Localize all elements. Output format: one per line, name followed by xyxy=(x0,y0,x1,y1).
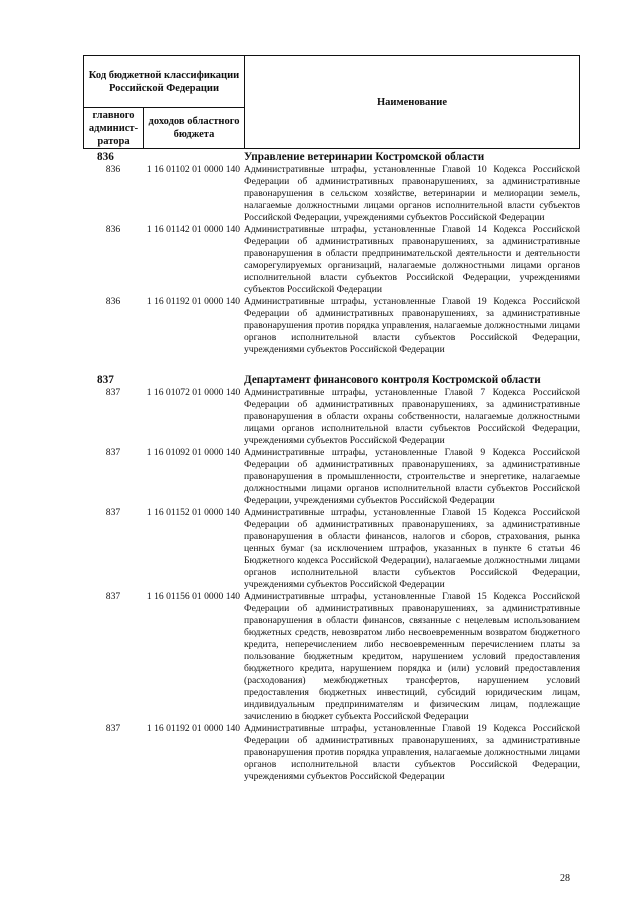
table-row xyxy=(83,507,580,591)
admin-code: 837 xyxy=(105,447,121,458)
income-column-header: доходов областного бюджета xyxy=(144,108,245,149)
table-body xyxy=(83,150,580,783)
row-description: Административные штрафы, установленные Главой 15 Кодекса Российской Федерации об административных правонарушениях, за административные правонарушения в области финансов, налогов и сборов, страхования, рынка ценных бумаг (за исключением штрафов, указанных в пункте 6 статьи 46 Бюджетного кодекса Российской Федерации), налагаемые должностными лицами органов исполнительной власти субъектов Российской Федерации, учреждениями субъектов Российской Федерации xyxy=(244,507,580,590)
table-row xyxy=(83,723,580,783)
row-description: Административные штрафы, установленные Главой 15 Кодекса Российской Федерации об административных правонарушениях, за административные правонарушения в области финансов, связанные с нецелевым использованием бюджетных средств, невозвратом либо несвоевременным возвратом бюджетного кредита, неперечислением либо несвоевременным перечислением платы за пользование бюджетным кредитом, нарушением условий предоставления бюджетного кредита, нарушением порядка и (или) условий предоставления (расходования) межбюджетных трансфертов, нарушением условий предоставления бюджетных инвестиций, субсидий юридическим лицам, индивидуальным предпринимателям и физическим лицам, подлежащие зачислению в бюджет субъекта Российской Федерации xyxy=(244,591,580,722)
table-row xyxy=(83,447,580,507)
code-group-header: Код бюджетной классификации Российской Федерации xyxy=(84,56,245,108)
admin-code: 837 xyxy=(105,507,121,518)
row-description: Административные штрафы, установленные Главой 10 Кодекса Российской Федерации об административных правонарушениях, за административные правонарушения в сельском хозяйстве, ветеринарии и мелиорации земель, налагаемые должностными лицами органов исполнительной власти субъектов Российской Федерации, учреждениями субъектов Российской Федерации xyxy=(244,164,580,223)
row-description: Административные штрафы, установленные Главой 19 Кодекса Российской Федерации об административных правонарушениях, за административные правонарушения против порядка управления, налагаемые должностными лицами органов исполнительной власти субъектов Российской Федерации, учреждениями субъектов Российской Федерации xyxy=(244,723,580,782)
budget-code: 1 16 01192 01 0000 140 xyxy=(146,296,241,307)
section-title: Управление ветеринарии Костромской области xyxy=(244,151,485,163)
budget-code: 1 16 01072 01 0000 140 xyxy=(146,387,241,398)
row-description: Административные штрафы, установленные Главой 19 Кодекса Российской Федерации об административных правонарушениях, за административные правонарушения против порядка управления, налагаемые должностными лицами органов исполнительной власти субъектов Российской Федерации, учреждениями субъектов Российской Федерации xyxy=(244,296,580,355)
page-number: 28 xyxy=(560,873,570,884)
name-column-header: Наименование xyxy=(245,56,580,149)
section-heading-837 xyxy=(83,373,580,387)
budget-code: 1 16 01092 01 0000 140 xyxy=(146,447,241,458)
section-spacer xyxy=(83,356,580,373)
budget-code: 1 16 01156 01 0000 140 xyxy=(146,591,241,602)
budget-code: 1 16 01142 01 0000 140 xyxy=(146,224,241,235)
row-description: Административные штрафы, установленные Главой 9 Кодекса Российской Федерации об административных правонарушениях, за административные правонарушения в промышленности, строительстве и энергетике, налагаемые должностными лицами органов исполнительной власти субъектов Российской Федерации, учреждениями субъектов Российской Федерации xyxy=(244,447,580,506)
row-description: Административные штрафы, установленные Главой 14 Кодекса Российской Федерации об административных правонарушениях, за административные правонарушения в области предпринимательской деятельности и деятельности саморегулируемых организаций, налагаемые должностными лицами органов исполнительной власти субъектов Российской Федерации, учреждениями субъектов Российской Федерации xyxy=(244,224,580,295)
admin-code: 837 xyxy=(105,591,121,602)
chief-admin-column-header: главного админист-ратора xyxy=(84,108,144,149)
budget-code: 1 16 01192 01 0000 140 xyxy=(146,723,241,734)
budget-code: 1 16 01152 01 0000 140 xyxy=(146,507,241,518)
admin-code: 837 xyxy=(105,723,121,734)
table-row xyxy=(83,164,580,224)
table-row xyxy=(83,296,580,356)
admin-code: 837 xyxy=(105,387,121,398)
table-row xyxy=(83,224,580,296)
section-title: Департамент финансового контроля Костромской области xyxy=(244,374,541,386)
admin-code: 836 xyxy=(105,164,121,175)
table-header xyxy=(83,55,580,149)
section-code: 837 xyxy=(97,374,114,386)
table-row xyxy=(83,387,580,447)
section-heading-836 xyxy=(83,150,580,164)
table-row xyxy=(83,591,580,723)
section-code: 836 xyxy=(97,151,114,163)
admin-code: 836 xyxy=(105,296,121,307)
row-description: Административные штрафы, установленные Главой 7 Кодекса Российской Федерации об административных правонарушениях, за административные правонарушения в области охраны собственности, налагаемые должностными лицами органов исполнительной власти субъектов Российской Федерации, учреждениями субъектов Российской Федерации xyxy=(244,387,580,446)
admin-code: 836 xyxy=(105,224,121,235)
budget-code: 1 16 01102 01 0000 140 xyxy=(146,164,241,175)
